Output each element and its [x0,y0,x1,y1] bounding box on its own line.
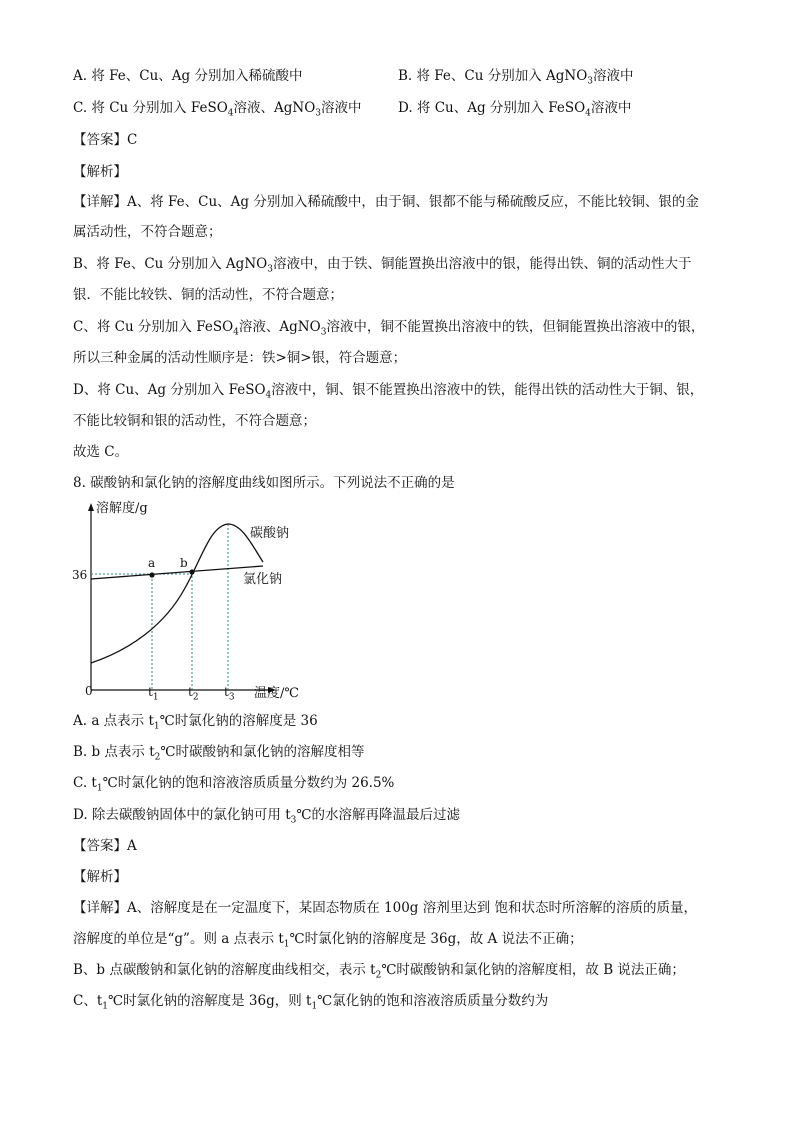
q7-option-d: D. 将 Cu、Ag 分别加入 FeSO$_4$溶液中 [398,100,632,119]
q7-detail-b-line1: B、将 Fe、Cu 分别加入 AgNO$_3$溶液中，由于铁、铜能置换出溶液中的银，能得出铁、铜的活动性大于 [73,256,692,275]
point-b [189,569,194,574]
q7-detail-a-line2: 属活动性，不符合题意； [73,224,222,240]
na2co3-curve [91,524,263,663]
q7-detail-c-line1: C、将 Cu 分别加入 FeSO$_4$溶液、AgNO$_3$溶液中，铜不能置换出溶液中的铁，但铜能置换出溶液中的银， [73,319,705,338]
solubility-curve-figure [70,500,330,705]
q7-detail-c-line2: 所以三种金属的活动性顺序是：铁>铜>银，符合题意； [73,350,407,366]
x-axis-label: 温度/℃ [254,686,299,701]
t3-label: $t_3$ [224,685,235,703]
q8-answer: 【答案】A [73,838,137,854]
t2-label: $t_2$ [188,685,199,703]
q7-analysis-label: 【解析】 [73,164,127,180]
nacl-curve [91,566,263,579]
origin-label: 0 [85,684,93,698]
q7-detail-d-line2: 不能比较铜和银的活动性，不符合题意； [73,413,316,429]
q8-option-c: C. $t_1℃$时氯化钠的饱和溶液溶质质量分数约为 26.5% [73,775,395,794]
q8-detail-c: C、$t_1℃$时氯化钠的溶解度是 36g，则 $t_1℃$氯化钠的饱和溶液溶质质量分数约为 [73,993,549,1012]
q8-detail-a-line1: 【详解】A、溶解度是在一定温度下，某固态物质在 100g 溶剂里达到 饱和状态时所溶解的溶质的质量， [73,900,698,916]
q8-option-b: B. b 点表示 $t_2℃$时碳酸钠和氯化钠的溶解度相等 [73,744,365,763]
q8-analysis-label: 【解析】 [73,869,127,885]
solubility-curve-svg [70,500,330,705]
q7-option-a: A. 将 Fe、Cu、Ag 分别加入稀硫酸中 [73,68,303,84]
q8-option-a: A. a 点表示 $t_1℃$时氯化钠的溶解度是 36 [73,713,318,732]
na2co3-curve-label: 碳酸钠 [250,526,290,541]
y-axis-arrow [88,503,94,511]
q7-detail-b-line2: 银．不能比较铁、铜的活动性，不符合题意； [73,287,343,303]
q7-detail-a-line1: 【详解】A、将 Fe、Cu、Ag 分别加入稀硫酸中，由于铜、银都不能与稀硫酸反应，不能比较铜、银的金 [73,194,699,210]
q8-detail-b: B、b 点碳酸钠和氯化钠的溶解度曲线相交，表示 $t_2℃$时碳酸钠和氯化钠的溶解度相，故 B 说法正确； [73,962,685,981]
point-a [149,572,154,577]
y-axis-label: 溶解度/g [96,501,148,516]
q7-option-c: C. 将 Cu 分别加入 FeSO$_4$溶液、AgNO$_3$溶液中 [73,100,362,119]
t1-label: $t_1$ [148,685,159,703]
q7-answer: 【答案】C [73,132,138,148]
point-b-label: b [180,556,188,570]
y-tick-36: 36 [72,568,88,582]
q8-detail-a-line2: 溶解度的单位是“g”。则 a 点表示 $t_1℃$时氯化钠的溶解度是 36g，故 A 说法不正确； [73,931,583,950]
q7-detail-d-line1: D、将 Cu、Ag 分别加入 FeSO$_4$溶液中，铜、银不能置换出溶液中的铁，能得出铁的活动性大于铜、银， [73,382,704,401]
q8-option-d: D. 除去碳酸钠固体中的氯化钠可用 $t_3℃$的水溶解再降温最后过滤 [73,807,460,826]
q7-option-b: B. 将 Fe、Cu 分别加入 AgNO$_3$溶液中 [398,68,634,87]
q8-stem: 8. 碳酸钠和氯化钠的溶解度曲线如图所示。下列说法不正确的是 [73,475,455,491]
q7-conclusion: 故选 C。 [73,444,129,460]
nacl-curve-label: 氯化钠 [243,572,283,587]
point-a-label: a [148,556,156,570]
